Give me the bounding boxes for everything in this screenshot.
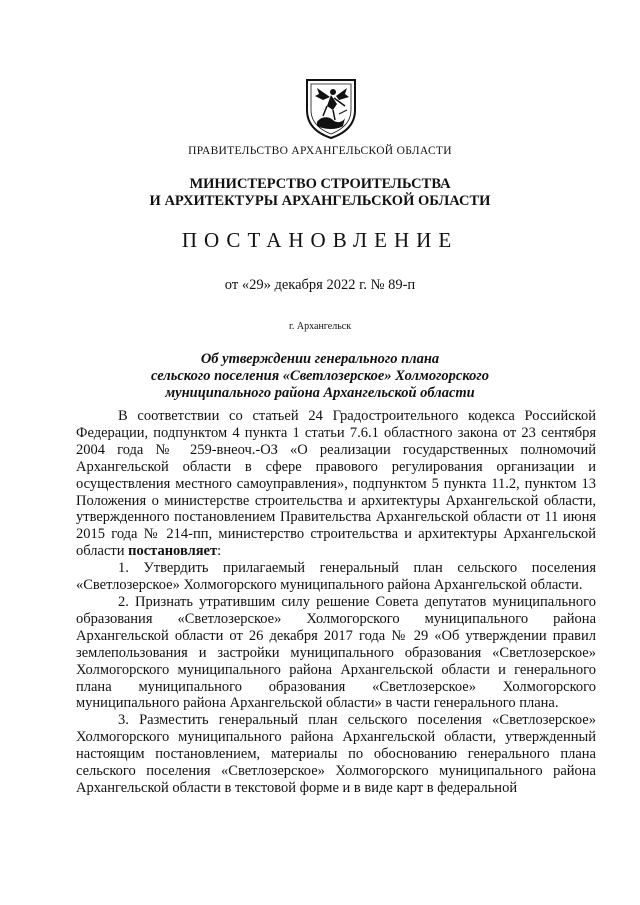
preamble-text: В соответствии со статьей 24 Градостроительного кодекса Российской Федерации, подпунктом 4 пункта 1 статьи 7.6.1 областного закона от 23 сентября 2004 года № 259-внеоч.-ОЗ «О реализации государственных полномочий Архангельской области в сфере правового регулирования организации и осуществления местного самоуправления», подпунктом 5 пункта 11.2, пунктом 13 Положения о министерстве строительства и архитектуры Архангельской области, утвержденного постановлением Правительства Архангельской области от 11 июня 2015 года № 214-пп, министерство строительства и архитектуры Архангельской области (76, 408, 596, 560)
item-1-paragraph: 1. Утвердить прилагаемый генеральный план сельского поселения «Светлозерское» Холмогорского муниципального района Архангельской области. (76, 560, 596, 594)
title-line-3: муниципального района Архангельской области (165, 385, 475, 401)
government-name: ПРАВИТЕЛЬСТВО АРХАНГЕЛЬСКОЙ ОБЛАСТИ (188, 145, 452, 157)
city-name: г. Архангельск (288, 321, 352, 332)
title-line-1: Об утверждении генерального плана (200, 351, 440, 367)
item-3-paragraph: 3. Разместить генеральный план сельского поселения «Светлозерское» Холмогорского муниципального района Архангельской области, утвержденный настоящим постановлением, материалы по обоснованию генерального плана сельского поселения «Светлозерское» Холмогорского муниципального района Архангельской области в текстовой форме и в виде карт в федеральной (76, 712, 596, 796)
decree-word: постановляет (128, 543, 218, 560)
document-date-number: от «29» декабря 2022 г. № 89-п (224, 277, 416, 293)
document-title (0, 351, 640, 402)
archangel-coat-of-arms-icon (303, 76, 359, 140)
ministry-line-1: МИНИСТЕРСТВО СТРОИТЕЛЬСТВА (189, 176, 451, 192)
document-type: ПОСТАНОВЛЕНИЕ (181, 228, 459, 252)
title-line-2: сельского поселения «Светлозерское» Холмогорского (150, 368, 490, 384)
document-body (76, 408, 596, 797)
ministry-line-2: И АРХИТЕКТУРЫ АРХАНГЕЛЬСКОЙ ОБЛАСТИ (149, 193, 491, 209)
decree-colon: : (217, 543, 222, 560)
ministry-name (0, 176, 640, 210)
preamble-paragraph (76, 408, 596, 560)
item-2-paragraph: 2. Признать утратившим силу решение Совета депутатов муниципального образования «Светлозерское» Холмогорского муниципального района Архангельской области от 26 декабря 2017 года № 29 «Об утверждении правил землепользования и застройки муниципального образования «Светлозерское» Холмогорского муниципального района Архангельской области и генерального плана муниципального образования «Светлозерское» Холмогорского муниципального района Архангельской области» в части генерального плана. (76, 593, 596, 712)
